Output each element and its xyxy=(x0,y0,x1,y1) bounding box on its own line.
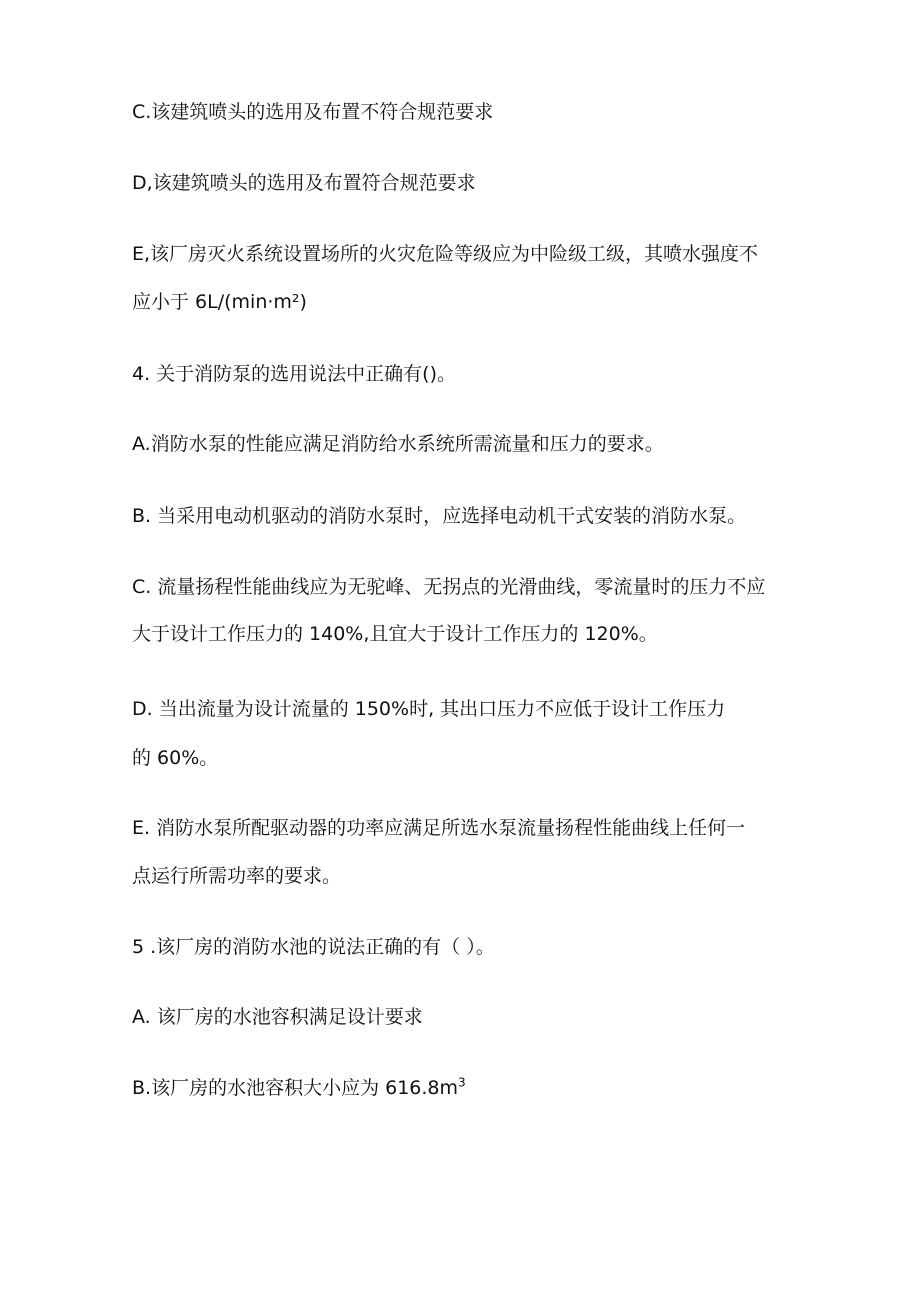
option-e-hazard-line2: 应小于 6L/(min·m²) xyxy=(132,291,307,313)
q4-option-a: A.消防水泵的性能应满足消防给水系统所需流量和压力的要求。 xyxy=(132,433,664,455)
q4-option-b: B. 当采用电动机驱动的消防水泵时，应选择电动机干式安装的消防水泵。 xyxy=(132,505,747,527)
option-d-sprinkler: D,该建筑喷头的选用及布置符合规范要求 xyxy=(132,172,476,194)
q5-option-a: A. 该厂房的水池容积满足设计要求 xyxy=(132,1006,423,1028)
q4-option-c-line1: C. 流量扬程性能曲线应为无驼峰、无拐点的光滑曲线，零流量时的压力不应 xyxy=(132,576,766,598)
question-5-title: 5 .该厂房的消防水池的说法正确的有（ ）。 xyxy=(132,936,495,958)
q5-option-b-unit-superscript: 3 xyxy=(458,1075,466,1090)
q4-option-d-line2: 的 60%。 xyxy=(132,747,219,769)
question-4-title: 4. 关于消防泵的选用说法中正确有()。 xyxy=(132,363,456,385)
q4-option-c-line2: 大于设计工作压力的 140%,且宜大于设计工作压力的 120%。 xyxy=(132,623,658,645)
option-e-hazard-line1: E,该厂房灭火系统设置场所的火灾危险等级应为中险级工级，其喷水强度不 xyxy=(132,243,759,265)
q5-option-b xyxy=(132,1076,466,1100)
q4-option-e-line2: 点运行所需功率的要求。 xyxy=(132,865,342,887)
q4-option-e-line1: E. 消防水泵所配驱动器的功率应满足所选水泵流量扬程性能曲线上任何一 xyxy=(132,817,746,839)
q5-option-b-text: B.该厂房的水池容积大小应为 616.8m xyxy=(132,1077,459,1099)
q4-option-d-line1: D. 当出流量为设计流量的 150%时, 其出口压力不应低于设计工作压力 xyxy=(132,698,726,720)
option-c-sprinkler: C.该建筑喷头的选用及布置不符合规范要求 xyxy=(132,101,494,123)
